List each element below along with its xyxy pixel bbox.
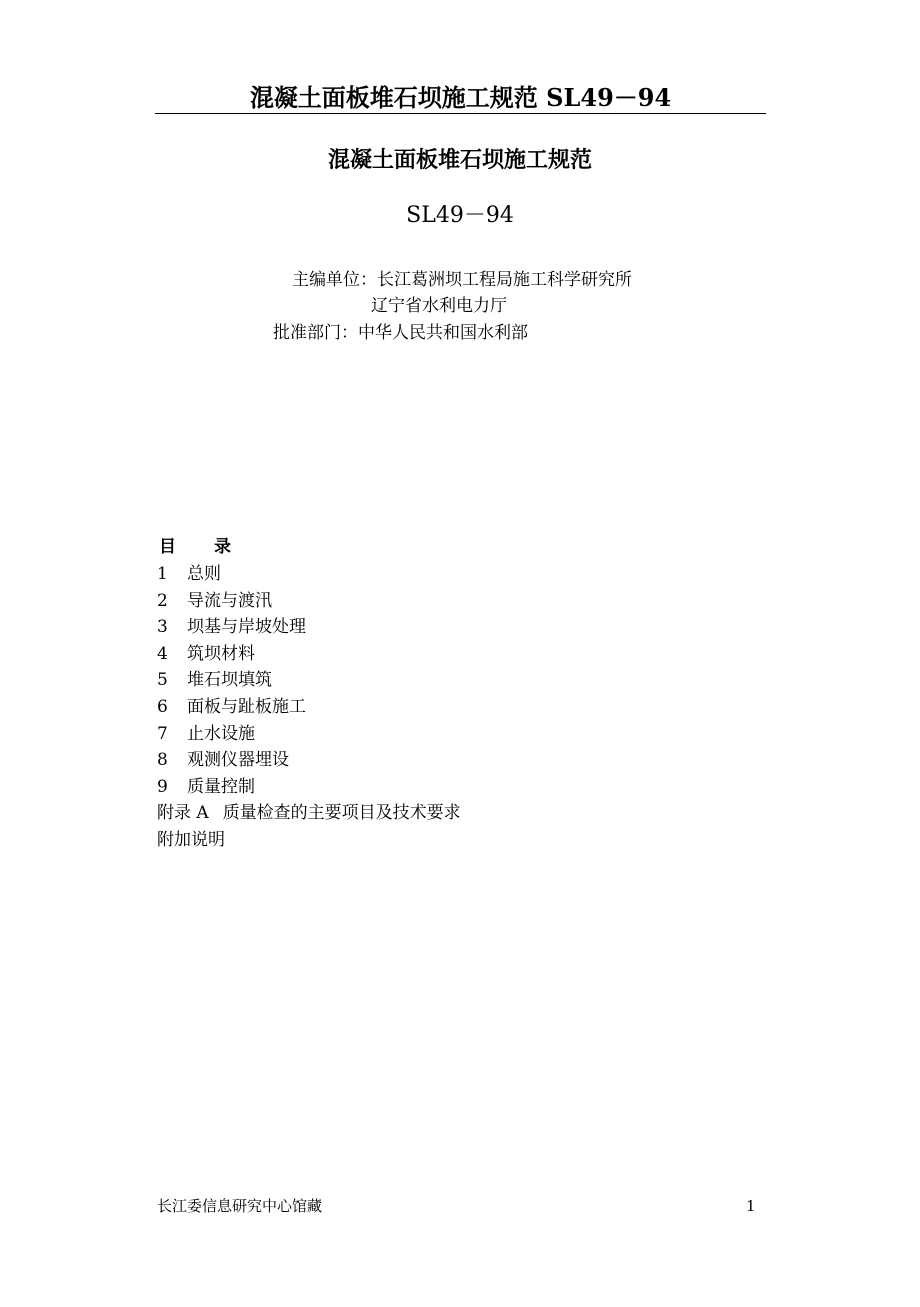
toc-item-label: 质量控制 [187, 776, 255, 797]
toc-heading [159, 535, 231, 559]
toc-item-number: 附录 A [157, 803, 209, 824]
toc-item-label: 面板与趾板施工 [187, 696, 306, 717]
footer-source: 长江委信息研究中心馆藏 [157, 1197, 323, 1215]
approver-label: 批准部门： [273, 323, 358, 343]
toc-item[interactable] [157, 694, 461, 721]
toc-heading-left: 目 [159, 537, 176, 557]
toc-item-number: 3 [157, 617, 168, 638]
toc-item-supplement[interactable] [157, 827, 461, 854]
toc-item-label: 质量检查的主要项目及技术要求 [222, 803, 461, 824]
toc-item[interactable] [157, 774, 461, 801]
toc-item[interactable] [157, 667, 461, 694]
toc-item-label: 坝基与岸坡处理 [187, 617, 306, 638]
toc-item[interactable] [157, 561, 461, 588]
toc-item-number: 8 [157, 750, 168, 771]
table-of-contents [157, 561, 461, 854]
toc-item[interactable] [157, 721, 461, 748]
toc-item-number: 4 [157, 643, 168, 664]
toc-item[interactable] [157, 588, 461, 615]
editor-line [292, 268, 632, 292]
toc-item-number: 6 [157, 696, 168, 717]
running-header: 混凝土面板堆石坝施工规范 SL49－94 [249, 83, 672, 112]
toc-item-number: 1 [157, 564, 168, 584]
toc-item-number: 2 [157, 590, 168, 611]
toc-item-label: 堆石坝填筑 [187, 670, 272, 691]
toc-item-label: 总则 [187, 564, 221, 584]
approver-line [273, 321, 528, 345]
page-number: 1 [746, 1197, 756, 1215]
toc-item-number: 9 [157, 776, 168, 797]
toc-item[interactable] [157, 747, 461, 774]
toc-item-label: 导流与渡汛 [187, 590, 272, 611]
toc-item-number: 5 [157, 670, 168, 691]
document-code: SL49－94 [406, 203, 514, 228]
editor-label: 主编单位： [292, 270, 377, 290]
toc-item-appendix[interactable] [157, 800, 461, 827]
editor-organization-2: 辽宁省水利电力厅 [371, 296, 507, 316]
toc-item-label: 附加说明 [157, 829, 225, 850]
document-title: 混凝土面板堆石坝施工规范 [327, 147, 592, 173]
toc-item-label: 筑坝材料 [187, 643, 255, 664]
toc-item[interactable] [157, 614, 461, 641]
toc-item-number: 7 [157, 723, 168, 744]
approver-organization: 中华人民共和国水利部 [358, 323, 528, 343]
toc-item-label: 观测仪器埋设 [187, 750, 289, 771]
toc-heading-right: 录 [214, 537, 231, 557]
header-rule [155, 113, 766, 114]
toc-item[interactable] [157, 641, 461, 668]
toc-item-label: 止水设施 [187, 723, 255, 744]
editor-organization-1: 长江葛洲坝工程局施工科学研究所 [377, 270, 632, 290]
